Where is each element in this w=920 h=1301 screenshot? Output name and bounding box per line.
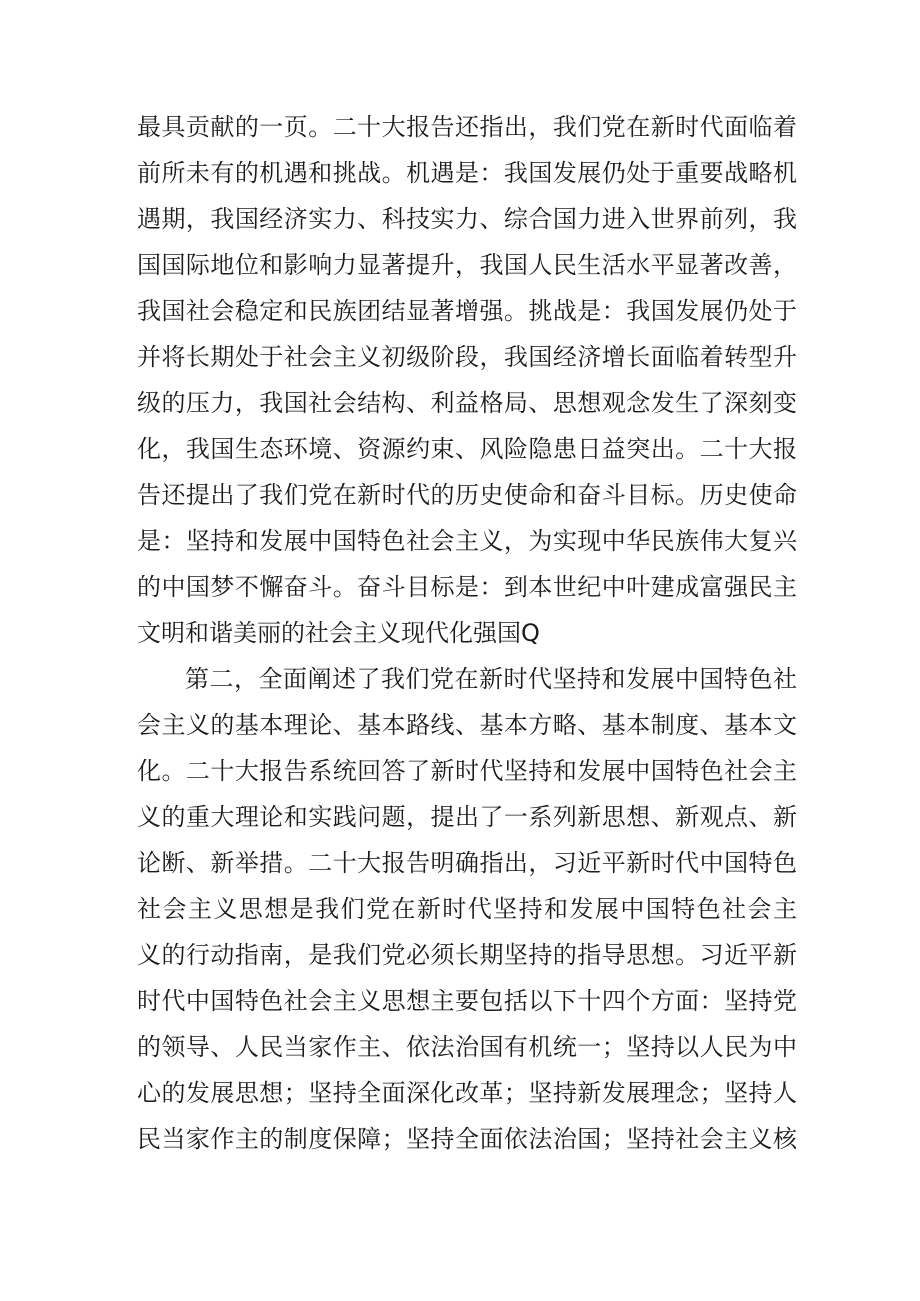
text-line: 化。二十大报告系统回答了新时代坚持和发展中国特色社会主	[137, 757, 797, 785]
text-line: 会主义的基本理论、基本路线、基本方略、基本制度、基本文	[137, 711, 797, 739]
text-line: 社会主义思想是我们党在新时代坚持和发展中国特色社会主	[137, 895, 797, 923]
text-line: 告还提出了我们党在新时代的历史使命和奋斗目标。历史使命	[137, 481, 797, 509]
text-line: 最具贡献的一页。二十大报告还指出，我们党在新时代面临着	[137, 113, 797, 141]
text-line: 前所未有的机遇和挑战。机遇是：我国发展仍处于重要战略机	[137, 159, 797, 187]
text-line: 义的行动指南，是我们党必须长期坚持的指导思想。习近平新	[137, 941, 797, 969]
text-line: 我国社会稳定和民族团结显著增强。挑战是：我国发展仍处于	[137, 297, 797, 325]
text-line: 的中国梦不懈奋斗。奋斗目标是：到本世纪中叶建成富强民主	[137, 573, 797, 601]
text-line: 国国际地位和影响力显著提升，我国人民生活水平显著改善，	[137, 251, 797, 279]
text-line: 的领导、人民当家作主、依法治国有机统一；坚持以人民为中	[137, 1033, 797, 1061]
paragraph-1	[137, 104, 797, 656]
text-line: 心的发展思想；坚持全面深化改革；坚持新发展理念；坚持人	[137, 1079, 797, 1107]
text-line: 义的重大理论和实践问题，提出了一系列新思想、新观点、新	[137, 803, 797, 831]
text-line: 是：坚持和发展中国特色社会主义，为实现中华民族伟大复兴	[137, 527, 797, 555]
text-line: 级的压力，我国社会结构、利益格局、思想观念发生了深刻变	[137, 389, 797, 417]
text-line: 并将长期处于社会主义初级阶段，我国经济增长面临着转型升	[137, 343, 797, 371]
text-line: 第二，全面阐述了我们党在新时代坚持和发展中国特色社	[185, 665, 797, 693]
text-line: 遇期，我国经济实力、科技实力、综合国力进入世界前列，我	[137, 205, 797, 233]
text-line: 论断、新举措。二十大报告明确指出，习近平新时代中国特色	[137, 849, 797, 877]
text-line: 时代中国特色社会主义思想主要包括以下十四个方面：坚持党	[137, 987, 797, 1015]
text-line: 化，我国生态环境、资源约束、风险隐患日益突出。二十大报	[137, 435, 797, 463]
text-line: 文明和谐美丽的社会主义现代化强国Q	[137, 619, 540, 647]
paragraph-2	[137, 656, 797, 1162]
text-line: 民当家作主的制度保障；坚持全面依法治国；坚持社会主义核	[137, 1125, 797, 1153]
